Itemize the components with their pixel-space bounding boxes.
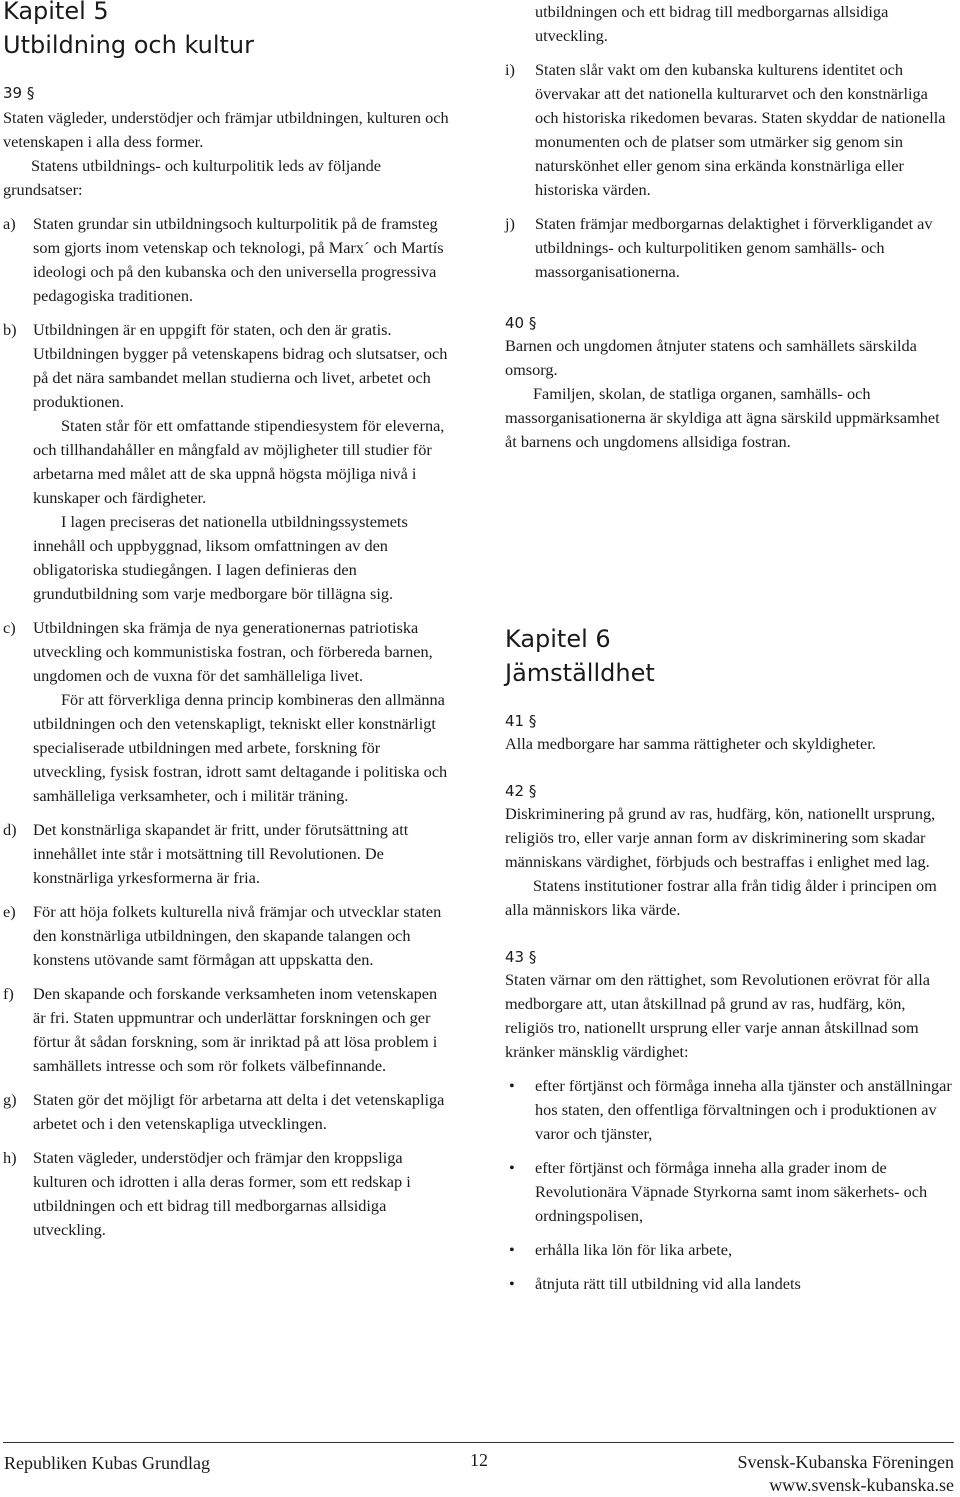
section-42-number: 42 (505, 782, 525, 800)
item-label: j) (505, 214, 515, 233)
section-43-number: 43 (505, 948, 525, 966)
item-h (3, 1146, 451, 1239)
item-paragraph: Staten vägleder, understödjer och främjar den kroppsliga kulturen och idrotten i alla deras former, som ett redskap i utbildningen och ett bidrag till medborgarnas allsidiga utveckling. (33, 1148, 411, 1239)
section-42-paragraph-2: Statens institutioner fostrar alla från tidig ålder i principen om alla människors lika värde. (505, 876, 937, 919)
section-39-heading (3, 82, 451, 104)
item-paragraph: Staten grundar sin utbildningsoch kulturpolitik på de framsteg som gjorts inom vetenskap och teknologi, på Marx´ och Martís ideologi och på den kubanska och den universella progressiva pedagogiska traditionen. (33, 214, 444, 305)
bullet-symbol: • (509, 1076, 515, 1095)
page-footer (0, 1442, 960, 1495)
chapter-5-title: Utbildning och kultur (3, 31, 254, 59)
bullet-item (505, 1238, 953, 1262)
footer-divider (3, 1442, 954, 1443)
section-symbol: § (528, 712, 537, 730)
item-label: e) (3, 902, 16, 921)
section-42-paragraph-1: Diskriminering på grund av ras, hudfärg, kön, nationellt ursprung, religiös tro, eller varje annan form av diskriminering som skadar människans värdighet, förbjuds och bestraffas i enlighet med lag. (505, 804, 936, 871)
section-40-heading (505, 312, 953, 334)
item-e (3, 900, 451, 972)
section-39-number: 39 (3, 84, 23, 102)
item-g (3, 1088, 451, 1136)
item-paragraph: Det konstnärliga skapandet är fritt, under förutsättning att innehållet inte står i motsättning till Revolutionen. De konstnärliga yrkesformerna är fria. (33, 820, 409, 887)
bullet-text: efter förtjänst och förmåga inneha alla grader inom de Revolutionära Väpnade Styrkorna samt inom säkerhets- och ordningspolisen, (535, 1158, 928, 1225)
section-41-paragraph-1: Alla medborgare har samma rättigheter och skyldigheter. (505, 734, 876, 753)
bullet-symbol: • (509, 1240, 515, 1259)
item-label: d) (3, 820, 17, 839)
section-symbol: § (528, 314, 537, 332)
section-41-number: 41 (505, 712, 525, 730)
item-paragraph: Staten slår vakt om den kubanska kulturens identitet och övervakar att det nationella kulturarvet och den konstnärliga och historiska rikedomen bevaras. Staten skyddar de nationella monumenten och de platser som utmärker sig genom sin naturskönhet eller genom sina erkända konstnärliga eller historiska värden. (535, 60, 946, 199)
item-paragraph: Utbildningen ska främja de nya generationernas patriotiska utveckling och kommunistiska fostran, och förbereda barnen, ungdomen och de vuxna för det samhälleliga livet. (33, 618, 433, 685)
bullet-text: åtnjuta rätt till utbildning vid alla landets (535, 1274, 801, 1293)
page-number: 12 (470, 1450, 488, 1470)
item-paragraph: Staten gör det möjligt för arbetarna att delta i det vetenskapliga arbetet och i den vetenskapliga utvecklingen. (33, 1090, 445, 1133)
item-a (3, 212, 451, 308)
item-label: g) (3, 1090, 17, 1109)
item-paragraph: Staten står för ett omfattande stipendiesystem för eleverna, och tillhandahåller en mångfald av möjligheter till studier för arbetarna med målet att de ska uppnå högsta möjliga nivå i kunskaper och färdigheter. (33, 416, 445, 507)
item-paragraph: För att förverkliga denna princip kombineras den allmänna utbildningen och den vetenskapligt, tekniskt eller konstnärligt specialiserade utbildningen med arbete, forskning för utveckling, fysisk fostran, idrott samt deltagande i politiska och samhälleliga verksamheter, och i militär träning. (33, 690, 448, 805)
item-paragraph: Staten främjar medborgarnas delaktighet i förverkligandet av utbildnings- och kulturpolitiken genom samhälls- och massorganisationerna. (535, 214, 933, 281)
item-b (3, 318, 451, 606)
item-c (3, 616, 451, 808)
section-43-heading (505, 946, 953, 968)
item-j (505, 212, 953, 284)
left-column (3, 0, 451, 1239)
item-paragraph: För att höja folkets kulturella nivå främjar och utvecklar staten den konstnärliga utbildningen, den skapande talangen och konstens utövande samt förmågan att uppskatta den. (33, 902, 442, 969)
item-label: c) (3, 618, 16, 637)
bullet-item (505, 1074, 953, 1146)
section-41-heading (505, 710, 953, 732)
bullet-text: efter förtjänst och förmåga inneha alla tjänster och anställningar hos staten, den offentliga förvaltningen och i produktionen av varor och tjänster, (535, 1076, 952, 1143)
section-39-paragraph-2: Statens utbildnings- och kulturpolitik leds av följande grundsatser: (3, 156, 381, 199)
chapter-6-title: Jämställdhet (505, 659, 655, 687)
chapter-6-kicker: Kapitel 6 (505, 625, 611, 653)
bullet-item (505, 1272, 953, 1296)
chapter-5-kicker: Kapitel 5 (3, 0, 109, 25)
footer-document-title: Republiken Kubas Grundlag (4, 1453, 210, 1473)
footer-publisher (738, 1451, 954, 1497)
footer-website: www.svensk-kubanska.se (769, 1475, 954, 1495)
section-40-number: 40 (505, 314, 525, 332)
item-paragraph: I lagen preciseras det nationella utbildningssystemets innehåll och uppbyggnad, liksom omfattningen av den obligatoriska studiegången. I lagen definieras den grundutbildning som varje medborgare bör tillägna sig. (33, 512, 408, 603)
item-h-continuation (505, 0, 953, 48)
section-39-paragraph-1: Staten vägleder, understödjer och främjar utbildningen, kulturen och vetenskapen i alla dess former. (3, 108, 449, 151)
section-symbol: § (528, 948, 537, 966)
item-f (3, 982, 451, 1078)
bullet-symbol: • (509, 1274, 515, 1293)
right-column (505, 0, 953, 1296)
section-symbol: § (528, 782, 537, 800)
footer-organization: Svensk-Kubanska Föreningen (737, 1452, 954, 1472)
item-paragraph: Utbildningen är en uppgift för staten, och den är gratis. Utbildningen bygger på vetenskapens bidrag och slutsatser, och på det nära sambandet mellan studierna och livet, arbetet och produktionen. (33, 320, 448, 411)
item-label: f) (3, 984, 14, 1003)
item-i (505, 58, 953, 202)
item-label: a) (3, 214, 16, 233)
item-h-continued-text: utbildningen och ett bidrag till medborgarnas allsidiga utveckling. (535, 2, 889, 45)
section-symbol: § (26, 84, 35, 102)
section-40-paragraph-1: Barnen och ungdomen åtnjuter statens och samhällets särskilda omsorg. (505, 336, 917, 379)
section-43-paragraph-1: Staten värnar om den rättighet, som Revolutionen erövrat för alla medborgare att, utan åtskillnad på grund av ras, hudfärg, kön, religiös tro, nationellt ursprung eller varje annan åtskillnad som kränker mänsklig värdighet: (505, 970, 930, 1061)
item-label: h) (3, 1148, 17, 1167)
section-40-paragraph-2: Familjen, skolan, de statliga organen, samhälls- och massorganisationerna är skyldiga att ägna särskild uppmärksamhet åt barnens och ungdomens allsidiga fostran. (505, 384, 940, 451)
bullet-symbol: • (509, 1158, 515, 1177)
item-d (3, 818, 451, 890)
bullet-item (505, 1156, 953, 1228)
item-label: b) (3, 320, 17, 339)
item-paragraph: Den skapande och forskande verksamheten inom vetenskapen är fri. Staten uppmuntrar och underlättar forskningen och ger förtur åt sådan forskning, som är inriktad på att lösa problem i samhällets intresse och som rör folkets välbefinnande. (33, 984, 438, 1075)
section-42-heading (505, 780, 953, 802)
bullet-text: erhålla lika lön för lika arbete, (535, 1240, 733, 1259)
item-label: i) (505, 60, 515, 79)
